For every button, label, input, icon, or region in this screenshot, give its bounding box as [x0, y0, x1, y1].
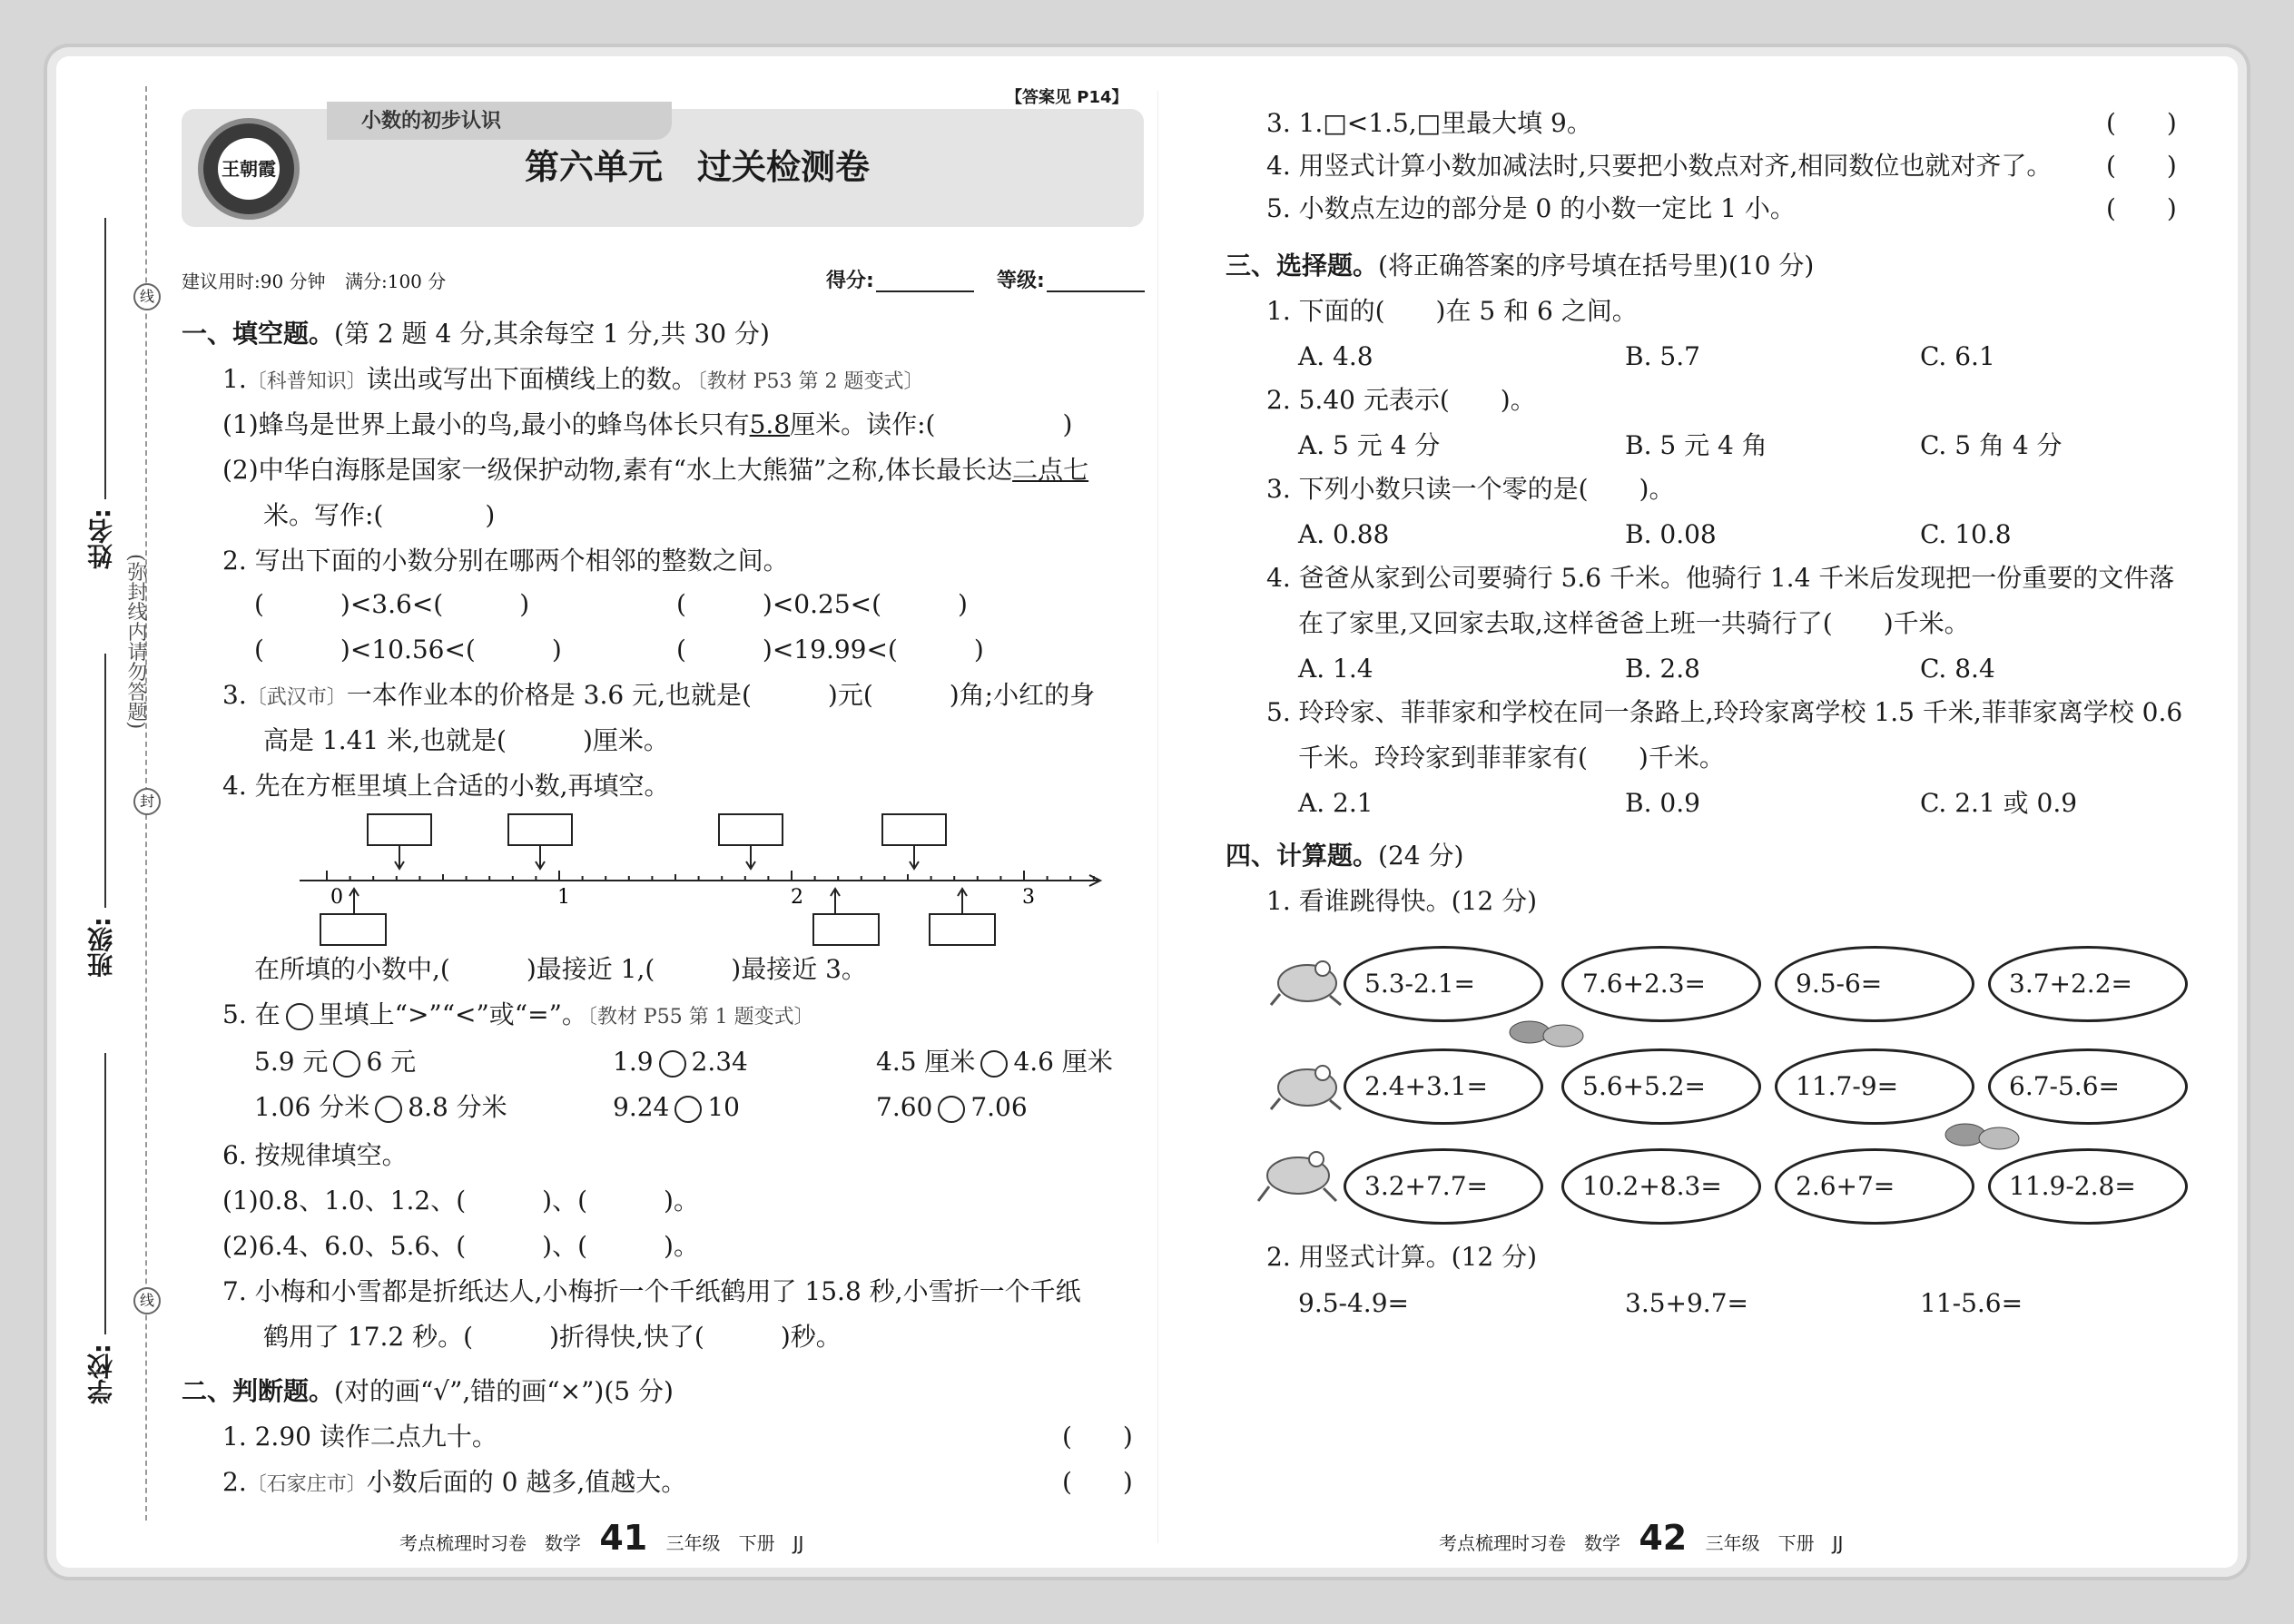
q4-text: 4. 先在方框里填上合适的小数,再填空。: [222, 771, 670, 801]
school-field[interactable]: [104, 1053, 106, 1334]
compare-answer-circle[interactable]: [659, 1050, 686, 1078]
compare-left: 1.9: [613, 1047, 654, 1077]
choice-5-option[interactable]: C. 2.1 或 0.9: [1920, 788, 2078, 818]
compare-answer-circle[interactable]: [938, 1096, 965, 1123]
jump-oval-equation[interactable]: 5.6+5.2=: [1561, 1048, 1761, 1125]
compare-right: 10: [707, 1092, 740, 1122]
judge-2-text: 小数后面的 0 越多,值越大。: [366, 1467, 687, 1497]
jump-oval-equation[interactable]: 11.9-2.8=: [1988, 1148, 2188, 1225]
vertical-calc-item[interactable]: 11-5.6=: [1920, 1288, 2023, 1318]
q4-end[interactable]: 在所填的小数中,( )最接近 1,( )最接近 3。: [254, 954, 867, 984]
compare-left: 4.5 厘米: [876, 1047, 976, 1077]
page-title: 第六单元 过关检测卷: [525, 147, 871, 187]
jump-oval-equation[interactable]: 2.6+7=: [1775, 1148, 1974, 1225]
section-4-title: 四、计算题。: [1226, 841, 1379, 871]
section-4-desc: (24 分): [1378, 841, 1464, 871]
choice-3-line[interactable]: 3. 下列小数只读一个零的是( )。: [1266, 474, 1675, 504]
binding-mark-line-top: 线: [133, 283, 161, 310]
choice-2-line[interactable]: 2. 5.40 元表示( )。: [1266, 385, 1536, 415]
choice-4-line[interactable]: 在了家里,又回家去取,这样爸爸上班一共骑行了( )千米。: [1298, 608, 1970, 638]
choice-1-option[interactable]: A. 4.8: [1298, 341, 1373, 371]
grade-field[interactable]: [1047, 290, 1145, 292]
jump-oval-equation[interactable]: 7.6+2.3=: [1561, 946, 1761, 1022]
class-field[interactable]: [104, 654, 106, 908]
q1-tag2: 〔教材 P53 第 2 题变式〕: [696, 370, 924, 393]
compare-left: 7.60: [876, 1092, 933, 1122]
time-info: 建议用时:90 分钟: [182, 271, 326, 292]
choice-3-option[interactable]: C. 10.8: [1920, 519, 2012, 549]
page-number-41: 41: [599, 1518, 648, 1558]
jump-oval-equation[interactable]: 5.3-2.1=: [1344, 946, 1543, 1022]
q3-tag: 〔武汉市〕: [246, 686, 347, 709]
choice-1-option[interactable]: B. 5.7: [1625, 341, 1700, 371]
judge-1: 1. 2.90 读作二点九十。: [222, 1422, 497, 1452]
compare-right: 7.06: [970, 1092, 1028, 1122]
choice-3-option[interactable]: A. 0.88: [1298, 519, 1390, 549]
judge-3-answer[interactable]: ( ): [2106, 108, 2177, 138]
full-score-info: 满分:100 分: [345, 271, 447, 292]
q1a-value: 5.8: [749, 409, 791, 439]
class-label: 班级:: [86, 917, 116, 979]
answer-box-6[interactable]: [813, 914, 879, 945]
q5-text-a: 5. 在: [222, 999, 281, 1029]
q1-tag: 〔科普知识〕: [246, 370, 367, 393]
footer-right-grade: 三年级 下册 JJ: [1705, 1532, 1844, 1554]
vertical-calc-item[interactable]: 9.5-4.9=: [1298, 1288, 1409, 1318]
jump-oval-equation[interactable]: 2.4+3.1=: [1344, 1048, 1543, 1125]
answer-box-2[interactable]: [508, 814, 572, 845]
topic-label: 小数的初步认识: [361, 110, 502, 133]
section-1-desc: (第 2 题 4 分,其余每空 1 分,共 30 分): [334, 319, 770, 349]
number-line-figure: [290, 812, 1108, 949]
compare-item: [613, 1091, 740, 1124]
tick-label-0: 0: [330, 886, 343, 909]
choice-5-option[interactable]: A. 2.1: [1298, 788, 1373, 818]
name-label: 姓名:: [86, 508, 116, 570]
calc-1-title: 1. 看谁跳得快。(12 分): [1266, 886, 1537, 916]
judge-2-answer[interactable]: ( ): [1062, 1467, 1133, 1497]
compare-item: [876, 1046, 1113, 1078]
choice-2-option[interactable]: C. 5 角 4 分: [1920, 430, 2063, 460]
judge-4-answer[interactable]: ( ): [2106, 151, 2177, 181]
section-3-desc: (将正确答案的序号填在括号里)(10 分): [1378, 251, 1815, 281]
school-label: 学校:: [86, 1343, 116, 1405]
q2-row2a[interactable]: ( )<10.56<( ): [254, 635, 562, 664]
frog-icon: [1253, 1139, 1344, 1212]
choice-3-option[interactable]: B. 0.08: [1625, 519, 1717, 549]
binding-note: (弥封线内请勿答题): [124, 554, 147, 730]
q1b-end[interactable]: 米。写作:( ): [263, 500, 496, 530]
choice-2-option[interactable]: B. 5 元 4 角: [1625, 430, 1767, 460]
choice-2-option[interactable]: A. 5 元 4 分: [1298, 430, 1441, 460]
q5-text-b: 里填上“>”“<”或“=”。: [318, 999, 587, 1029]
q1-number: 1.: [222, 364, 247, 394]
q6b[interactable]: (2)6.4、6.0、5.6、( )、( )。: [222, 1231, 699, 1261]
answer-box-3[interactable]: [719, 814, 783, 845]
calc-2-title: 2. 用竖式计算。(12 分): [1266, 1242, 1537, 1272]
jump-oval-equation[interactable]: 11.7-9=: [1775, 1048, 1974, 1125]
binding-mark-seal: 封: [133, 788, 161, 815]
compare-left: 9.24: [613, 1092, 670, 1122]
compare-item: [254, 1091, 507, 1124]
q6a[interactable]: (1)0.8、1.0、1.2、( )、( )。: [222, 1186, 699, 1216]
judge-2-tag: 〔石家庄市〕: [246, 1473, 367, 1496]
q7-line2[interactable]: 鹤用了 17.2 秒。( )折得快,快了( )秒。: [263, 1322, 842, 1352]
compare-item: [876, 1091, 1028, 1124]
q2-text: 2. 写出下面的小数分别在哪两个相邻的整数之间。: [222, 546, 789, 576]
q2-row1b[interactable]: ( )<0.25<( ): [676, 589, 968, 619]
footer-left-grade: 三年级 下册 JJ: [665, 1532, 804, 1554]
choice-1-line[interactable]: 1. 下面的( )在 5 和 6 之间。: [1266, 296, 1638, 326]
page-divider: [1157, 91, 1158, 1543]
section-1-title: 一、填空题。: [182, 319, 335, 349]
vertical-calc-item[interactable]: 3.5+9.7=: [1625, 1288, 1748, 1318]
choice-5-line[interactable]: 5. 玲玲家、菲菲家和学校在同一条路上,玲玲家离学校 1.5 千米,菲菲家离学校 0.6: [1266, 697, 2183, 727]
section-2-title: 二、判断题。: [182, 1376, 335, 1406]
tick-label-2: 2: [791, 886, 803, 909]
grade-label: 等级:: [997, 270, 1045, 292]
compare-answer-circle[interactable]: [980, 1050, 1008, 1078]
q1a-text: (1)蜂鸟是世界上最小的鸟,最小的蜂鸟体长只有: [222, 409, 750, 439]
answer-ref: 【答案见 P14】: [1006, 88, 1128, 107]
compare-answer-circle[interactable]: [333, 1050, 360, 1078]
jump-oval-equation[interactable]: 9.5-6=: [1775, 946, 1974, 1022]
choice-5-line[interactable]: 千米。玲玲家到菲菲家有( )千米。: [1298, 743, 1725, 773]
frog-icon: [1266, 1053, 1348, 1117]
jump-oval-equation[interactable]: 6.7-5.6=: [1988, 1048, 2188, 1125]
q1b-text: (2)中华白海豚是国家一级保护动物,素有“水上大熊猫”之称,体长最长达: [222, 455, 1013, 485]
compare-answer-circle[interactable]: [375, 1096, 402, 1123]
choice-4-option[interactable]: A. 1.4: [1298, 654, 1373, 684]
section-2-desc: (对的画“√”,错的画“×”)(5 分): [334, 1376, 674, 1406]
q1b-value: 二点七: [1012, 455, 1089, 485]
answer-box-1[interactable]: [368, 814, 431, 845]
q1a-end[interactable]: 厘米。读作:( ): [790, 409, 1073, 439]
choice-1-option[interactable]: C. 6.1: [1920, 341, 1995, 371]
answer-box-7[interactable]: [930, 914, 995, 945]
footer-right-text: 考点梳理时习卷 数学: [1439, 1532, 1620, 1554]
compare-answer-circle[interactable]: [674, 1096, 702, 1123]
judge-1-answer[interactable]: ( ): [1062, 1422, 1133, 1452]
choice-4-option[interactable]: C. 8.4: [1920, 654, 1995, 684]
q3-line2[interactable]: 高是 1.41 米,也就是( )厘米。: [263, 725, 669, 755]
compare-left: 1.06 分米: [254, 1092, 370, 1122]
q2-row1a[interactable]: ( )<3.6<( ): [254, 589, 530, 619]
jump-oval-equation[interactable]: 3.7+2.2=: [1988, 946, 2188, 1022]
judge-5-answer[interactable]: ( ): [2106, 193, 2177, 223]
compare-item: [254, 1046, 416, 1078]
brand-logo: [198, 118, 300, 220]
lily-pad-icon: [1943, 1115, 2024, 1156]
page-number-42: 42: [1639, 1518, 1688, 1558]
frog-icon: [1266, 949, 1348, 1012]
jump-oval-equation[interactable]: 3.2+7.7=: [1344, 1148, 1543, 1225]
choice-4-option[interactable]: B. 2.8: [1625, 654, 1700, 684]
lily-pad-icon: [1507, 1012, 1589, 1054]
score-label: 得分:: [826, 270, 874, 292]
q6-text: 6. 按规律填空。: [222, 1140, 408, 1170]
q3-number: 3.: [222, 680, 247, 710]
number-line-ticks: [327, 871, 1108, 881]
judge-3: 3. 1.□<1.5,□里最大填 9。: [1266, 108, 1592, 138]
choice-5-option[interactable]: B. 0.9: [1625, 788, 1700, 818]
judge-2-number: 2.: [222, 1467, 247, 1497]
judge-4: 4. 用竖式计算小数加减法时,只要把小数点对齐,相同数位也就对齐了。: [1266, 151, 2053, 181]
q5-tag: 〔教材 P55 第 1 题变式〕: [586, 1006, 814, 1029]
compare-right: 8.8 分米: [408, 1092, 507, 1122]
choice-4-line[interactable]: 4. 爸爸从家到公司要骑行 5.6 千米。他骑行 1.4 千米后发现把一份重要的文件落: [1266, 563, 2175, 593]
jump-oval-equation[interactable]: 10.2+8.3=: [1561, 1148, 1761, 1225]
q7-line1: 7. 小梅和小雪都是折纸达人,小梅折一个千纸鹤用了 15.8 秒,小雪折一个千纸: [222, 1276, 1081, 1306]
compare-right: 2.34: [691, 1047, 748, 1077]
answer-box-5[interactable]: [320, 914, 386, 945]
q3-line1[interactable]: 一本作业本的价格是 3.6 元,也就是( )元( )角;小红的身: [346, 680, 1096, 710]
footer-left-text: 考点梳理时习卷 数学: [399, 1532, 581, 1554]
score-field[interactable]: [876, 290, 974, 292]
q1-text: 读出或写出下面横线上的数。: [366, 364, 697, 394]
compare-right: 4.6 厘米: [1013, 1047, 1113, 1077]
answer-box-4[interactable]: [882, 814, 946, 845]
compare-right: 6 元: [366, 1047, 417, 1077]
tick-label-3: 3: [1022, 886, 1035, 909]
tick-label-1: 1: [557, 886, 570, 909]
section-3-title: 三、选择题。: [1226, 251, 1379, 281]
binding-mark-line-bottom: 线: [133, 1287, 161, 1314]
judge-5: 5. 小数点左边的部分是 0 的小数一定比 1 小。: [1266, 193, 1796, 223]
compare-left: 5.9 元: [254, 1047, 329, 1077]
compare-item: [613, 1046, 748, 1078]
name-field[interactable]: [104, 218, 106, 499]
brand-logo-text: 王朝霞: [218, 138, 280, 200]
q2-row2b[interactable]: ( )<19.99<( ): [676, 635, 984, 664]
compare-circle-icon: [286, 1003, 313, 1030]
